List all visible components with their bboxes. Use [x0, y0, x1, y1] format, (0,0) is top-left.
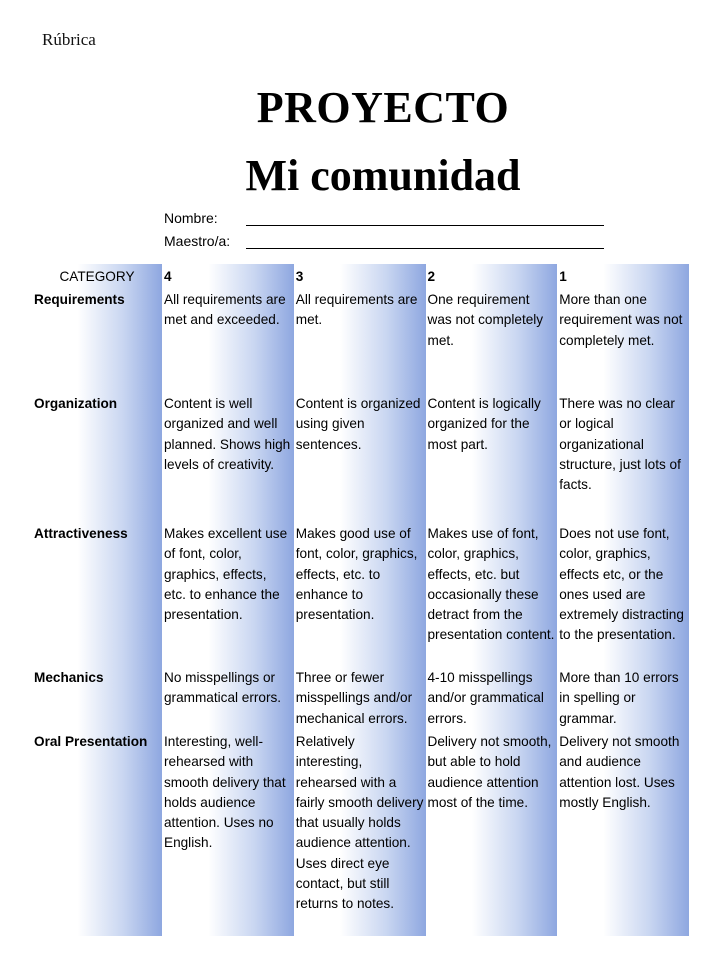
- table-header-row: [32, 264, 689, 290]
- table-cell: Three or fewer misspellings and/or mechanical errors.: [294, 668, 426, 732]
- table-cell: Content is well organized and well planned. Shows high levels of creativity.: [162, 394, 294, 524]
- document-title: PROYECTO: [256, 83, 510, 132]
- column-header-4: 4: [162, 264, 294, 290]
- table-row: [32, 290, 689, 394]
- teacher-blank-line: [246, 234, 604, 249]
- rubric-table: [32, 264, 689, 936]
- table-cell: Makes excellent use of font, color, graphics, effects, etc. to enhance the presentation.: [162, 524, 294, 668]
- row-category: Organization: [32, 394, 162, 524]
- document-kicker: Rúbrica: [42, 30, 96, 49]
- table-row: [32, 732, 689, 936]
- row-category: Mechanics: [32, 668, 162, 732]
- column-header-category: CATEGORY: [32, 264, 162, 290]
- table-cell: There was no clear or logical organizational structure, just lots of facts.: [557, 394, 689, 524]
- table-cell: Relatively interesting, rehearsed with a fairly smooth delivery that usually holds audience attention. Uses direct eye contact, but still returns to notes.: [294, 732, 426, 936]
- column-header-1: 1: [557, 264, 689, 290]
- teacher-label: Maestro/a:: [164, 233, 231, 249]
- table-cell: Content is logically organized for the most part.: [426, 394, 558, 524]
- table-cell: One requirement was not completely met.: [426, 290, 558, 394]
- table-cell: Interesting, well-rehearsed with smooth delivery that holds audience attention. Uses no English.: [162, 732, 294, 936]
- table-cell: Content is organized using given sentences.: [294, 394, 426, 524]
- table-cell: No misspellings or grammatical errors.: [162, 668, 294, 732]
- table-row: [32, 394, 689, 524]
- table-cell: Delivery not smooth, but able to hold audience attention most of the time.: [426, 732, 558, 936]
- row-category: Oral Presentation: [32, 732, 162, 936]
- teacher-field: [164, 229, 604, 249]
- table-cell: 4-10 misspellings and/or grammatical errors.: [426, 668, 558, 732]
- table-row: [32, 668, 689, 732]
- table-cell: All requirements are met and exceeded.: [162, 290, 294, 394]
- table-cell: More than 10 errors in spelling or grammar.: [557, 668, 689, 732]
- row-category: Requirements: [32, 290, 162, 394]
- table-cell: Makes use of font, color, graphics, effects, etc. but occasionally these detract from the presentation content.: [426, 524, 558, 668]
- table-cell: Makes good use of font, color, graphics, effects, etc. to enhance to presentation.: [294, 524, 426, 668]
- column-header-3: 3: [294, 264, 426, 290]
- document-subtitle: Mi comunidad: [245, 151, 521, 200]
- table-cell: Does not use font, color, graphics, effects etc, or the ones used are extremely distracting to the presentation.: [557, 524, 689, 668]
- table-cell: All requirements are met.: [294, 290, 426, 394]
- column-header-2: 2: [426, 264, 558, 290]
- table-cell: More than one requirement was not completely met.: [557, 290, 689, 394]
- name-blank-line: [246, 211, 604, 226]
- table-row: [32, 524, 689, 668]
- table-cell: Delivery not smooth and audience attention lost. Uses mostly English.: [557, 732, 689, 936]
- row-category: Attractiveness: [32, 524, 162, 668]
- name-field: [164, 206, 604, 226]
- name-label: Nombre:: [164, 210, 218, 226]
